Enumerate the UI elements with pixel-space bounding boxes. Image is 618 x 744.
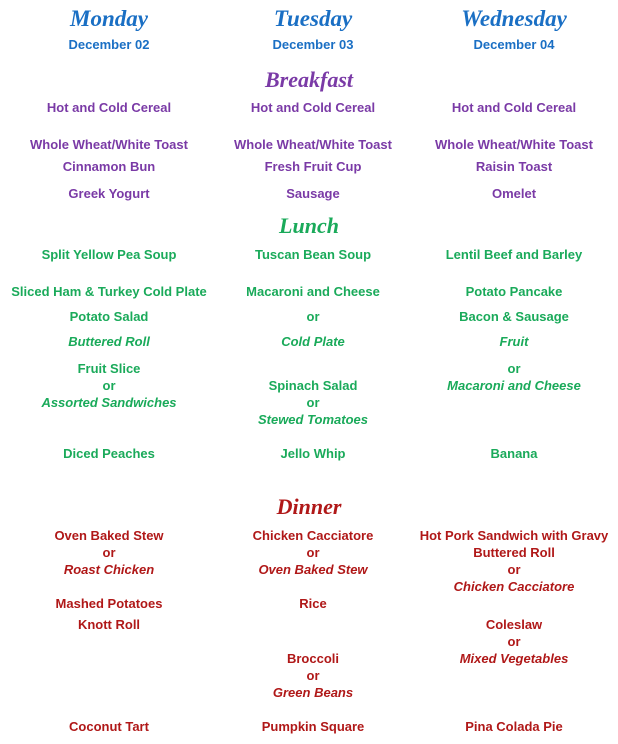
dinner-item: Coconut Tart: [69, 719, 149, 734]
breakfast-item: Omelet: [491, 186, 537, 201]
date-wednesday: December 04: [473, 37, 555, 52]
section-breakfast: Breakfast: [265, 67, 353, 92]
or-separator: or: [507, 361, 521, 376]
breakfast-item: Whole Wheat/White Toast: [30, 137, 188, 152]
day-tuesday: Tuesday: [273, 6, 353, 31]
dinner-item: Coleslaw: [485, 617, 543, 632]
breakfast-item: Cinnamon Bun: [62, 159, 156, 174]
dinner-item: Knott Roll: [77, 617, 141, 632]
dinner-item: Roast Chicken: [63, 562, 155, 577]
lunch-item: Potato Pancake: [465, 284, 563, 299]
dinner-item: Mashed Potatoes: [55, 596, 163, 611]
dinner-item: Chicken Cacciatore: [252, 528, 374, 543]
dinner-item: Broccoli: [286, 651, 339, 666]
breakfast-item: Hot and Cold Cereal: [451, 100, 577, 115]
dinner-item: Pumpkin Square: [261, 719, 365, 734]
lunch-item: Cold Plate: [281, 334, 345, 349]
or-separator: or: [306, 545, 320, 560]
lunch-item: Split Yellow Pea Soup: [41, 247, 177, 262]
date-monday: December 02: [68, 37, 150, 52]
dinner-item: Oven Baked Stew: [54, 528, 164, 543]
lunch-item: Diced Peaches: [63, 446, 155, 461]
dinner-item: Hot Pork Sandwich with Gravy: [419, 528, 609, 543]
lunch-item: Banana: [490, 446, 538, 461]
lunch-item: Lentil Beef and Barley: [445, 247, 583, 262]
breakfast-item: Raisin Toast: [475, 159, 553, 174]
lunch-item: Spinach Salad: [268, 378, 358, 393]
dinner-item: Oven Baked Stew: [258, 562, 368, 577]
or-separator: or: [102, 545, 116, 560]
lunch-item: Fruit Slice: [77, 361, 141, 376]
lunch-item: Assorted Sandwiches: [41, 395, 177, 410]
day-monday: Monday: [70, 6, 148, 31]
lunch-item: Potato Salad: [69, 309, 149, 324]
dinner-item: Buttered Roll: [473, 545, 555, 560]
or-separator: or: [306, 668, 320, 683]
lunch-item: Buttered Roll: [68, 334, 150, 349]
date-tuesday: December 03: [272, 37, 354, 52]
or-separator: or: [306, 395, 320, 410]
section-lunch: Lunch: [279, 213, 339, 238]
dinner-item: Green Beans: [272, 685, 354, 700]
dinner-item: Rice: [299, 596, 327, 611]
or-separator: or: [306, 309, 320, 324]
lunch-item: Bacon & Sausage: [459, 309, 569, 324]
breakfast-item: Whole Wheat/White Toast: [435, 137, 593, 152]
lunch-item: Jello Whip: [280, 446, 346, 461]
dinner-item: Chicken Cacciatore: [453, 579, 575, 594]
lunch-item: Macaroni and Cheese: [447, 378, 581, 393]
breakfast-item: Sausage: [286, 186, 340, 201]
day-wednesday: Wednesday: [461, 6, 567, 31]
breakfast-item: Hot and Cold Cereal: [46, 100, 172, 115]
or-separator: or: [102, 378, 116, 393]
section-dinner: Dinner: [276, 494, 342, 519]
lunch-item: Stewed Tomatoes: [257, 412, 369, 427]
lunch-item: Macaroni and Cheese: [246, 284, 380, 299]
or-separator: or: [507, 634, 521, 649]
breakfast-item: Greek Yogurt: [68, 186, 150, 201]
breakfast-item: Whole Wheat/White Toast: [234, 137, 392, 152]
breakfast-item: Fresh Fruit Cup: [264, 159, 362, 174]
breakfast-item: Hot and Cold Cereal: [250, 100, 376, 115]
or-separator: or: [507, 562, 521, 577]
dinner-item: Mixed Vegetables: [459, 651, 569, 666]
lunch-item: Tuscan Bean Soup: [254, 247, 372, 262]
lunch-item: Sliced Ham & Turkey Cold Plate: [11, 284, 207, 299]
dinner-item: Pina Colada Pie: [465, 719, 563, 734]
lunch-item: Fruit: [499, 334, 529, 349]
